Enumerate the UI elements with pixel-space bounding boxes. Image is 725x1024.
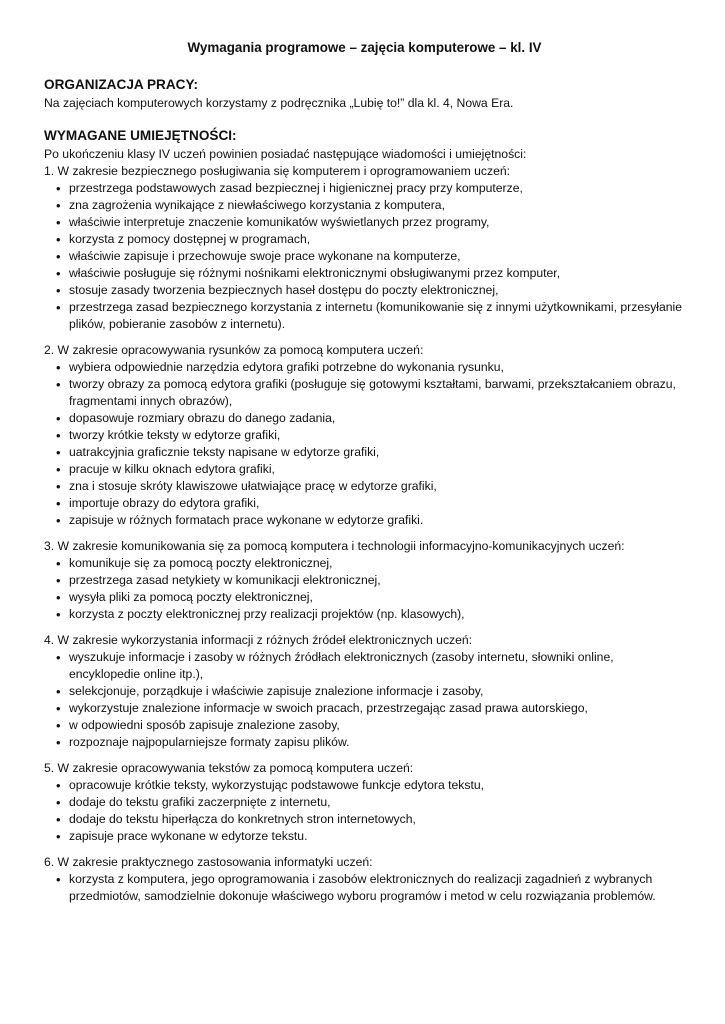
list-item: • stosuje zasady tworzenia bezpiecznych haseł dostępu do poczty elektronicznej, xyxy=(56,282,685,299)
list-item: • wysyła pliki za pomocą poczty elektronicznej, xyxy=(56,589,685,606)
organization-heading: ORGANIZACJA PRACY: xyxy=(44,77,199,92)
list-item: • dodaje do tekstu grafiki zaczerpnięte z internetu, xyxy=(56,794,685,811)
list-item: • tworzy krótkie teksty w edytorze grafiki, xyxy=(56,427,685,444)
list-item: • rozpoznaje najpopularniejsze formaty zapisu plików. xyxy=(56,734,685,751)
skills-heading: WYMAGANE UMIEJĘTNOŚCI: xyxy=(44,128,237,143)
organization-text: Na zajęciach komputerowych korzystamy z podręcznika „Lubię to!” dla kl. 4, Nowa Era. xyxy=(44,96,514,110)
list-item: • selekcjonuje, porządkuje i właściwie zapisuje znalezione informacje i zasoby, xyxy=(56,683,685,700)
skill-section xyxy=(44,760,685,845)
list-item: • właściwie posługuje się różnymi nośnikami elektronicznymi obsługiwanymi przez komputer, xyxy=(56,265,685,282)
list-item: • w odpowiedni sposób zapisuje znalezione zasoby, xyxy=(56,717,685,734)
list-item: • wybiera odpowiednie narzędzia edytora grafiki potrzebne do wykonania rysunku, xyxy=(56,359,685,376)
bullet-list xyxy=(44,649,685,751)
document-title: Wymagania programowe – zajęcia komputerowe – kl. IV xyxy=(187,40,542,55)
skills-sections xyxy=(44,163,685,905)
list-item: • uatrakcyjnia graficznie teksty napisane w edytorze grafiki, xyxy=(56,444,685,461)
list-item: • opracowuje krótkie teksty, wykorzystując podstawowe funkcje edytora tekstu, xyxy=(56,777,685,794)
list-item: • zna i stosuje skróty klawiszowe ułatwiające pracę w edytorze grafiki, xyxy=(56,478,685,495)
skill-section xyxy=(44,854,685,905)
list-item: • dodaje do tekstu hiperłącza do konkretnych stron internetowych, xyxy=(56,811,685,828)
list-item: • wyszukuje informacje i zasoby w różnych źródłach elektronicznych (zasoby internetu, słowniki online, encyklopedie online itp.), xyxy=(56,649,685,683)
bullet-list xyxy=(44,359,685,529)
list-item: • tworzy obrazy za pomocą edytora grafiki (posługuje się gotowymi kształtami, barwami, przekształcaniem obrazu, fragmentami innych obrazów), xyxy=(56,376,685,410)
list-item: • przestrzega zasad bezpiecznego korzystania z internetu (komunikowanie się z innymi użytkownikami, przesyłanie plików, pobieranie zasobów z internetu). xyxy=(56,299,685,333)
skill-section xyxy=(44,342,685,529)
list-item: • komunikuje się za pomocą poczty elektronicznej, xyxy=(56,555,685,572)
section-title: 5. W zakresie opracowywania tekstów za pomocą komputera uczeń: xyxy=(44,761,414,775)
list-item: • importuje obrazy do edytora grafiki, xyxy=(56,495,685,512)
list-item: • korzysta z pomocy dostępnej w programach, xyxy=(56,231,685,248)
list-item: • zna zagrożenia wynikające z niewłaściwego korzystania z komputera, xyxy=(56,197,685,214)
list-item: • korzysta z poczty elektronicznej przy realizacji projektów (np. klasowych), xyxy=(56,606,685,623)
list-item: • właściwie zapisuje i przechowuje swoje prace wykonane na komputerze, xyxy=(56,248,685,265)
bullet-list xyxy=(44,555,685,623)
list-item: • pracuje w kilku oknach edytora grafiki, xyxy=(56,461,685,478)
bullet-list xyxy=(44,871,685,905)
list-item: • zapisuje w różnych formatach prace wykonane w edytorze grafiki. xyxy=(56,512,685,529)
skill-section xyxy=(44,538,685,623)
skill-section xyxy=(44,632,685,751)
section-title: 1. W zakresie bezpiecznego posługiwania się komputerem i oprogramowaniem uczeń: xyxy=(44,164,511,178)
bullet-list xyxy=(44,777,685,845)
list-item: • wykorzystuje znalezione informacje w swoich pracach, przestrzegając zasad prawa autorskiego, xyxy=(56,700,685,717)
list-item: • dopasowuje rozmiary obrazu do danego zadania, xyxy=(56,410,685,427)
section-title: 6. W zakresie praktycznego zastosowania informatyki uczeń: xyxy=(44,855,373,869)
bullet-list xyxy=(44,180,685,333)
section-title: 3. W zakresie komunikowania się za pomocą komputera i technologii informacyjno-komunikacyjnych uczeń: xyxy=(44,539,625,553)
skills-intro: Po ukończeniu klasy IV uczeń powinien posiadać następujące wiadomości i umiejętności: xyxy=(44,147,527,161)
list-item: • zapisuje prace wykonane w edytorze tekstu. xyxy=(56,828,685,845)
list-item: • przestrzega podstawowych zasad bezpiecznej i higienicznej pracy przy komputerze, xyxy=(56,180,685,197)
section-title: 2. W zakresie opracowywania rysunków za pomocą komputera uczeń: xyxy=(44,343,424,357)
list-item: • przestrzega zasad netykiety w komunikacji elektronicznej, xyxy=(56,572,685,589)
section-title: 4. W zakresie wykorzystania informacji z różnych źródeł elektronicznych uczeń: xyxy=(44,633,473,647)
skill-section xyxy=(44,163,685,333)
list-item: • korzysta z komputera, jego oprogramowania i zasobów elektronicznych do realizacji zagadnień z wybranych przedmiotów, samodzielnie dokonuje właściwego wyboru programów i metod w celu rozwiązania problemów. xyxy=(56,871,685,905)
list-item: • właściwie interpretuje znaczenie komunikatów wyświetlanych przez programy, xyxy=(56,214,685,231)
